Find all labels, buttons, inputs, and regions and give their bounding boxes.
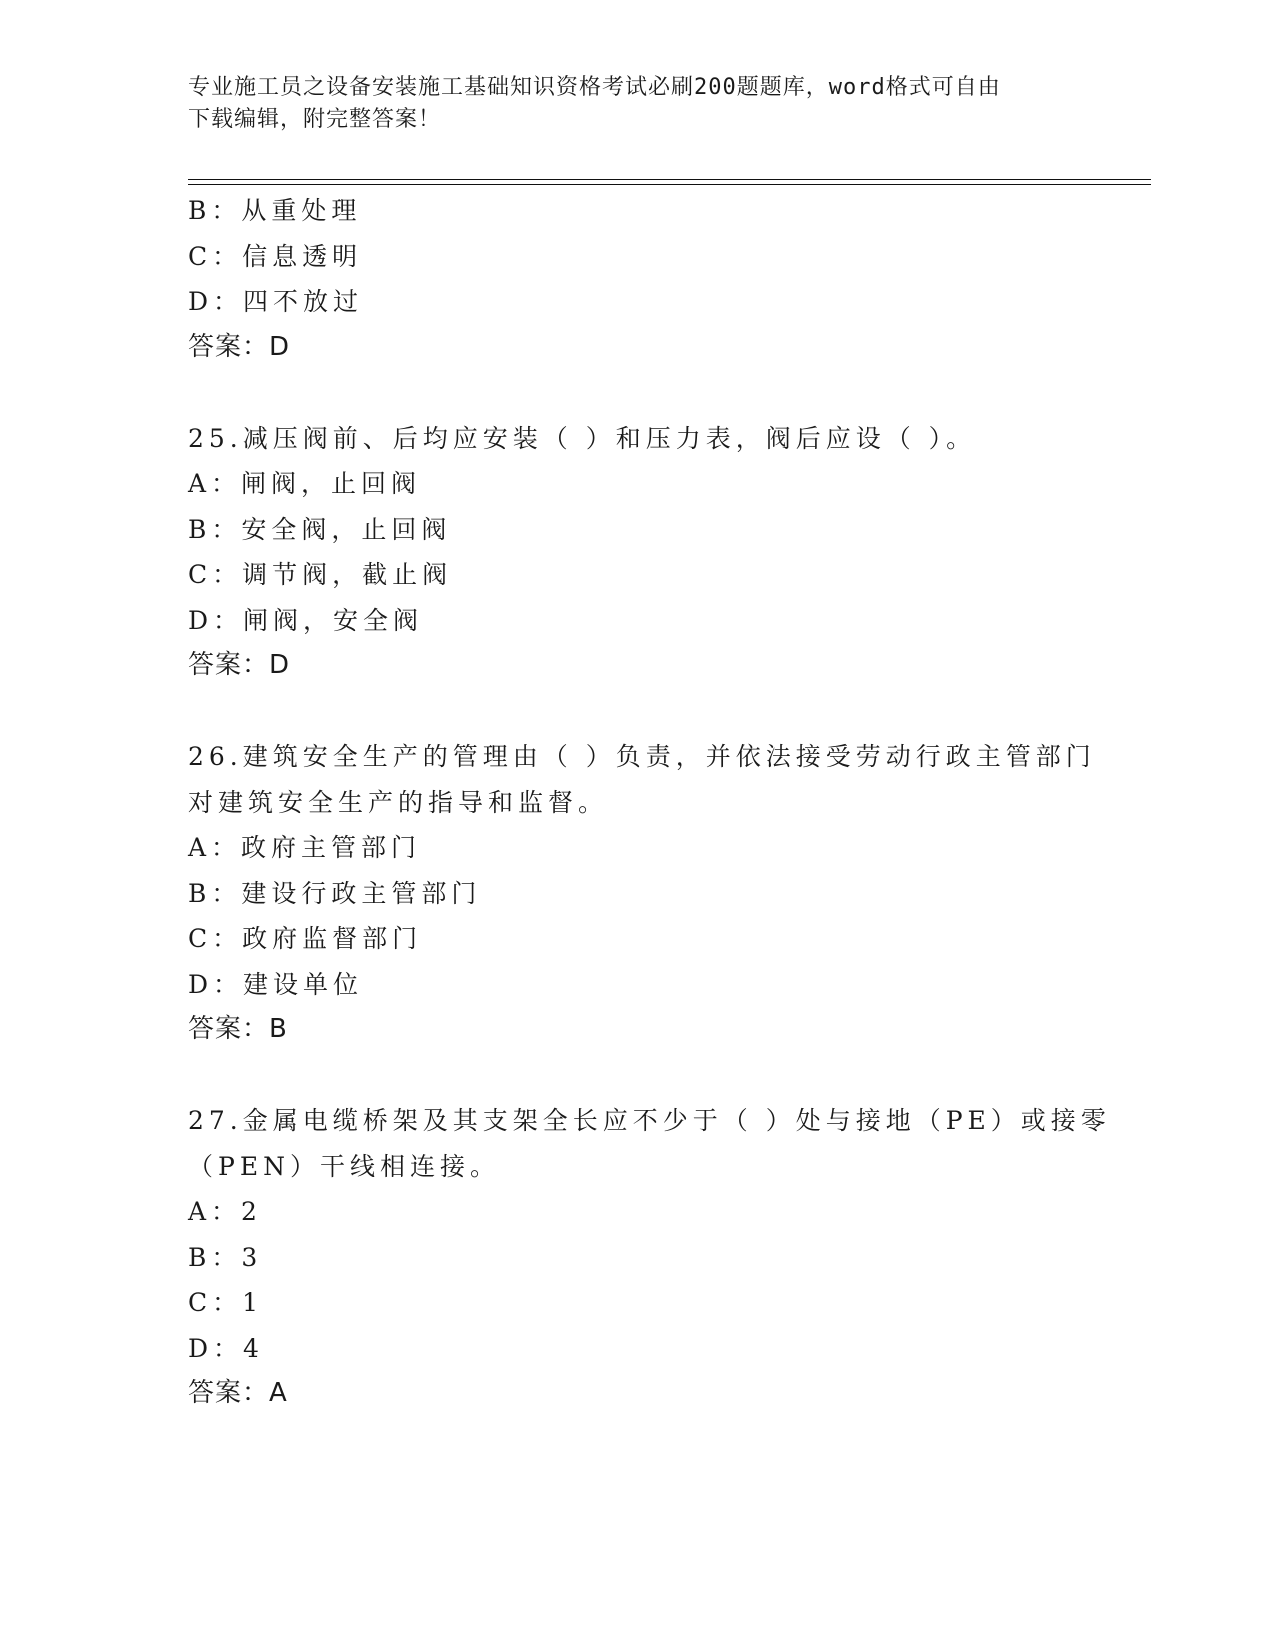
question-text: 25.减压阀前、后均应安装（ ）和压力表，阀后应设（ ）。 — [188, 423, 977, 453]
question-27 — [188, 1098, 1111, 1417]
header-line-1: 专业施工员之设备安装施工基础知识资格考试必刷200题题库，word格式可自由 — [188, 75, 1001, 100]
question-text-continued: （PEN）干线相连接。 — [188, 1151, 500, 1181]
option-b: B：安全阀，止回阀 — [188, 514, 452, 544]
option-a: A：政府主管部门 — [188, 833, 422, 862]
option-a: A：2 — [188, 1197, 262, 1226]
question-24-continued — [188, 188, 1088, 370]
spacer — [188, 370, 1088, 416]
option-c: C：政府监督部门 — [188, 924, 423, 953]
option-a: A：闸阀，止回阀 — [188, 469, 422, 498]
answer-label: 答案：D — [188, 331, 291, 362]
option-d: D：闸阀，安全阀 — [188, 605, 424, 635]
option-d: D：四不放过 — [188, 287, 364, 316]
document-header — [188, 72, 1068, 136]
option-b: B：建设行政主管部门 — [188, 878, 482, 908]
answer-label: 答案：B — [188, 1014, 288, 1044]
header-divider-bottom — [188, 184, 1151, 185]
question-text: 26.建筑安全生产的管理由（ ）负责，并依法接受劳动行政主管部门 — [188, 742, 1096, 771]
question-text-continued: 对建筑安全生产的指导和监督。 — [188, 787, 609, 817]
option-b: B：从重处理 — [188, 196, 362, 225]
option-d: D：4 — [188, 1333, 264, 1363]
question-25 — [188, 416, 1088, 689]
question-26 — [188, 734, 1096, 1053]
option-b: B：3 — [188, 1242, 263, 1272]
header-divider-top — [188, 179, 1151, 180]
header-line-2: 下载编辑，附完整答案！ — [188, 107, 442, 132]
answer-label: 答案：D — [188, 650, 291, 680]
spacer — [188, 689, 1088, 735]
option-c: C：1 — [188, 1288, 264, 1317]
option-d: D：建设单位 — [188, 969, 364, 999]
question-list — [188, 188, 1111, 1417]
option-c: C：调节阀，截止阀 — [188, 560, 453, 589]
spacer — [188, 1053, 1088, 1099]
option-c: C：信息透明 — [188, 241, 363, 271]
question-text: 27.金属电缆桥架及其支架全长应不少于（ ）处与接地（PE）或接零 — [188, 1106, 1111, 1135]
answer-label: 答案：A — [188, 1378, 288, 1408]
